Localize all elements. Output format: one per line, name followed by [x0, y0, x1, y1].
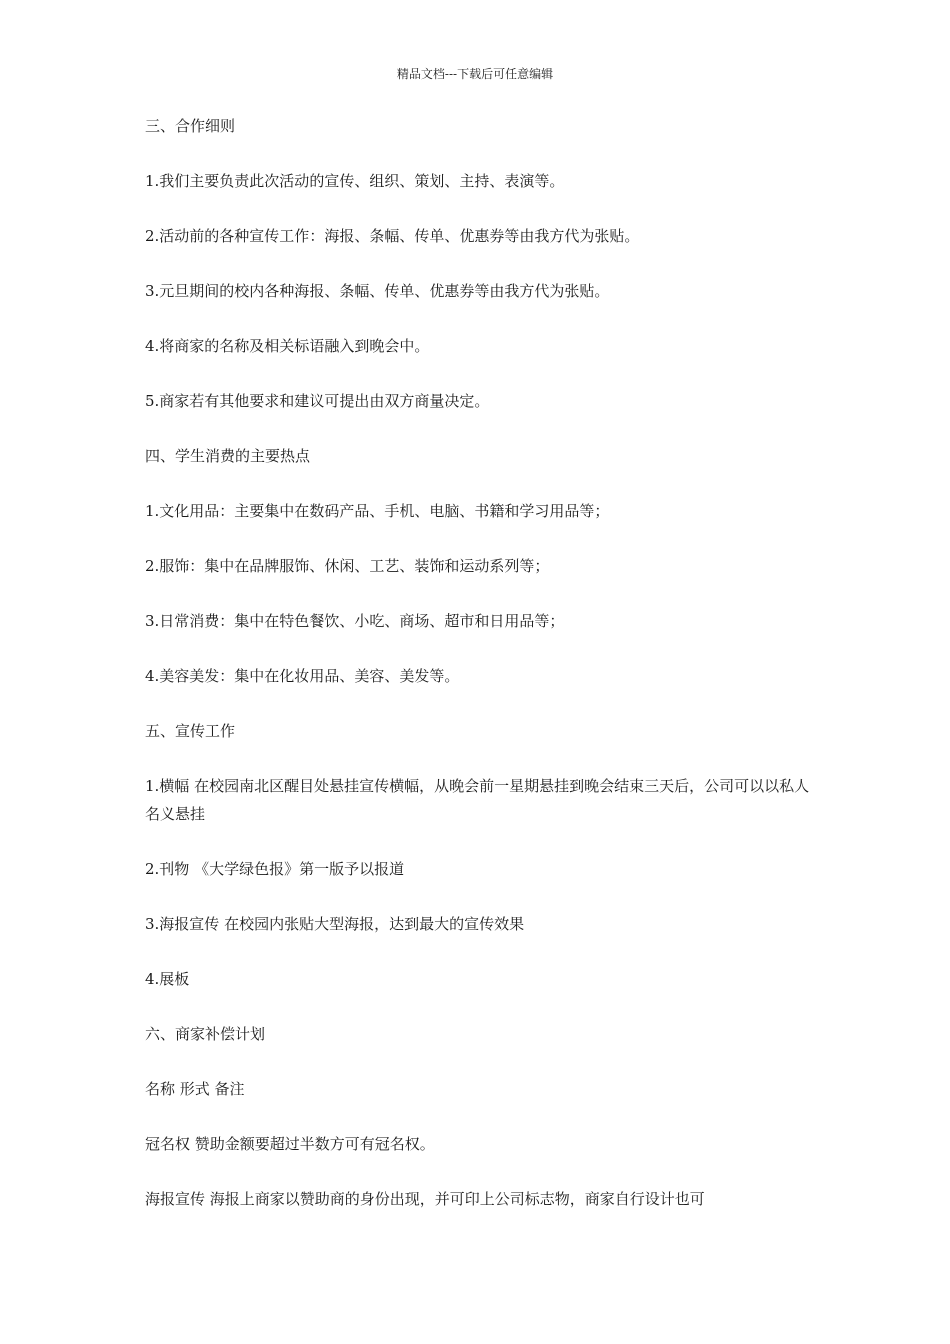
table-row: 海报宣传 海报上商家以赞助商的身份出现，并可印上公司标志物，商家自行设计也可 — [145, 1190, 705, 1208]
paragraph: 1.文化用品：主要集中在数码产品、手机、电脑、书籍和学习用品等； — [145, 502, 610, 520]
page-header: 精品文档---下载后可任意编辑 — [396, 67, 554, 81]
paragraph: 4.将商家的名称及相关标语融入到晚会中。 — [145, 337, 430, 355]
section-heading-cooperation: 三、合作细则 — [145, 117, 236, 135]
paragraph: 3.日常消费：集中在特色餐饮、小吃、商场、超市和日用品等； — [145, 612, 565, 630]
paragraph: 2.刊物 《大学绿色报》第一版予以报道 — [145, 860, 405, 878]
document-body — [145, 112, 810, 1213]
paragraph: 5.商家若有其他要求和建议可提出由双方商量决定。 — [145, 392, 490, 410]
section-heading-consumption: 四、学生消费的主要热点 — [145, 447, 311, 465]
section-heading-compensation: 六、商家补偿计划 — [145, 1025, 266, 1043]
table-row: 冠名权 赞助金额要超过半数方可有冠名权。 — [145, 1135, 435, 1153]
paragraph: 3.元旦期间的校内各种海报、条幅、传单、优惠券等由我方代为张贴。 — [145, 282, 610, 300]
section-heading-publicity: 五、宣传工作 — [145, 722, 236, 740]
paragraph: 4.展板 — [145, 970, 190, 988]
paragraph: 4.美容美发：集中在化妆用品、美容、美发等。 — [145, 667, 460, 685]
paragraph: 2.活动前的各种宣传工作：海报、条幅、传单、优惠券等由我方代为张贴。 — [145, 227, 640, 245]
paragraph: 1.横幅 在校园南北区醒目处悬挂宣传横幅，从晚会前一星期悬挂到晚会结束三天后，公司可以以私人名义悬挂 — [145, 777, 810, 823]
paragraph: 2.服饰：集中在品牌服饰、休闲、工艺、装饰和运动系列等； — [145, 557, 550, 575]
table-header-row: 名称 形式 备注 — [145, 1080, 245, 1098]
paragraph: 3.海报宣传 在校园内张贴大型海报，达到最大的宣传效果 — [145, 915, 525, 933]
paragraph: 1.我们主要负责此次活动的宣传、组织、策划、主持、表演等。 — [145, 172, 565, 190]
